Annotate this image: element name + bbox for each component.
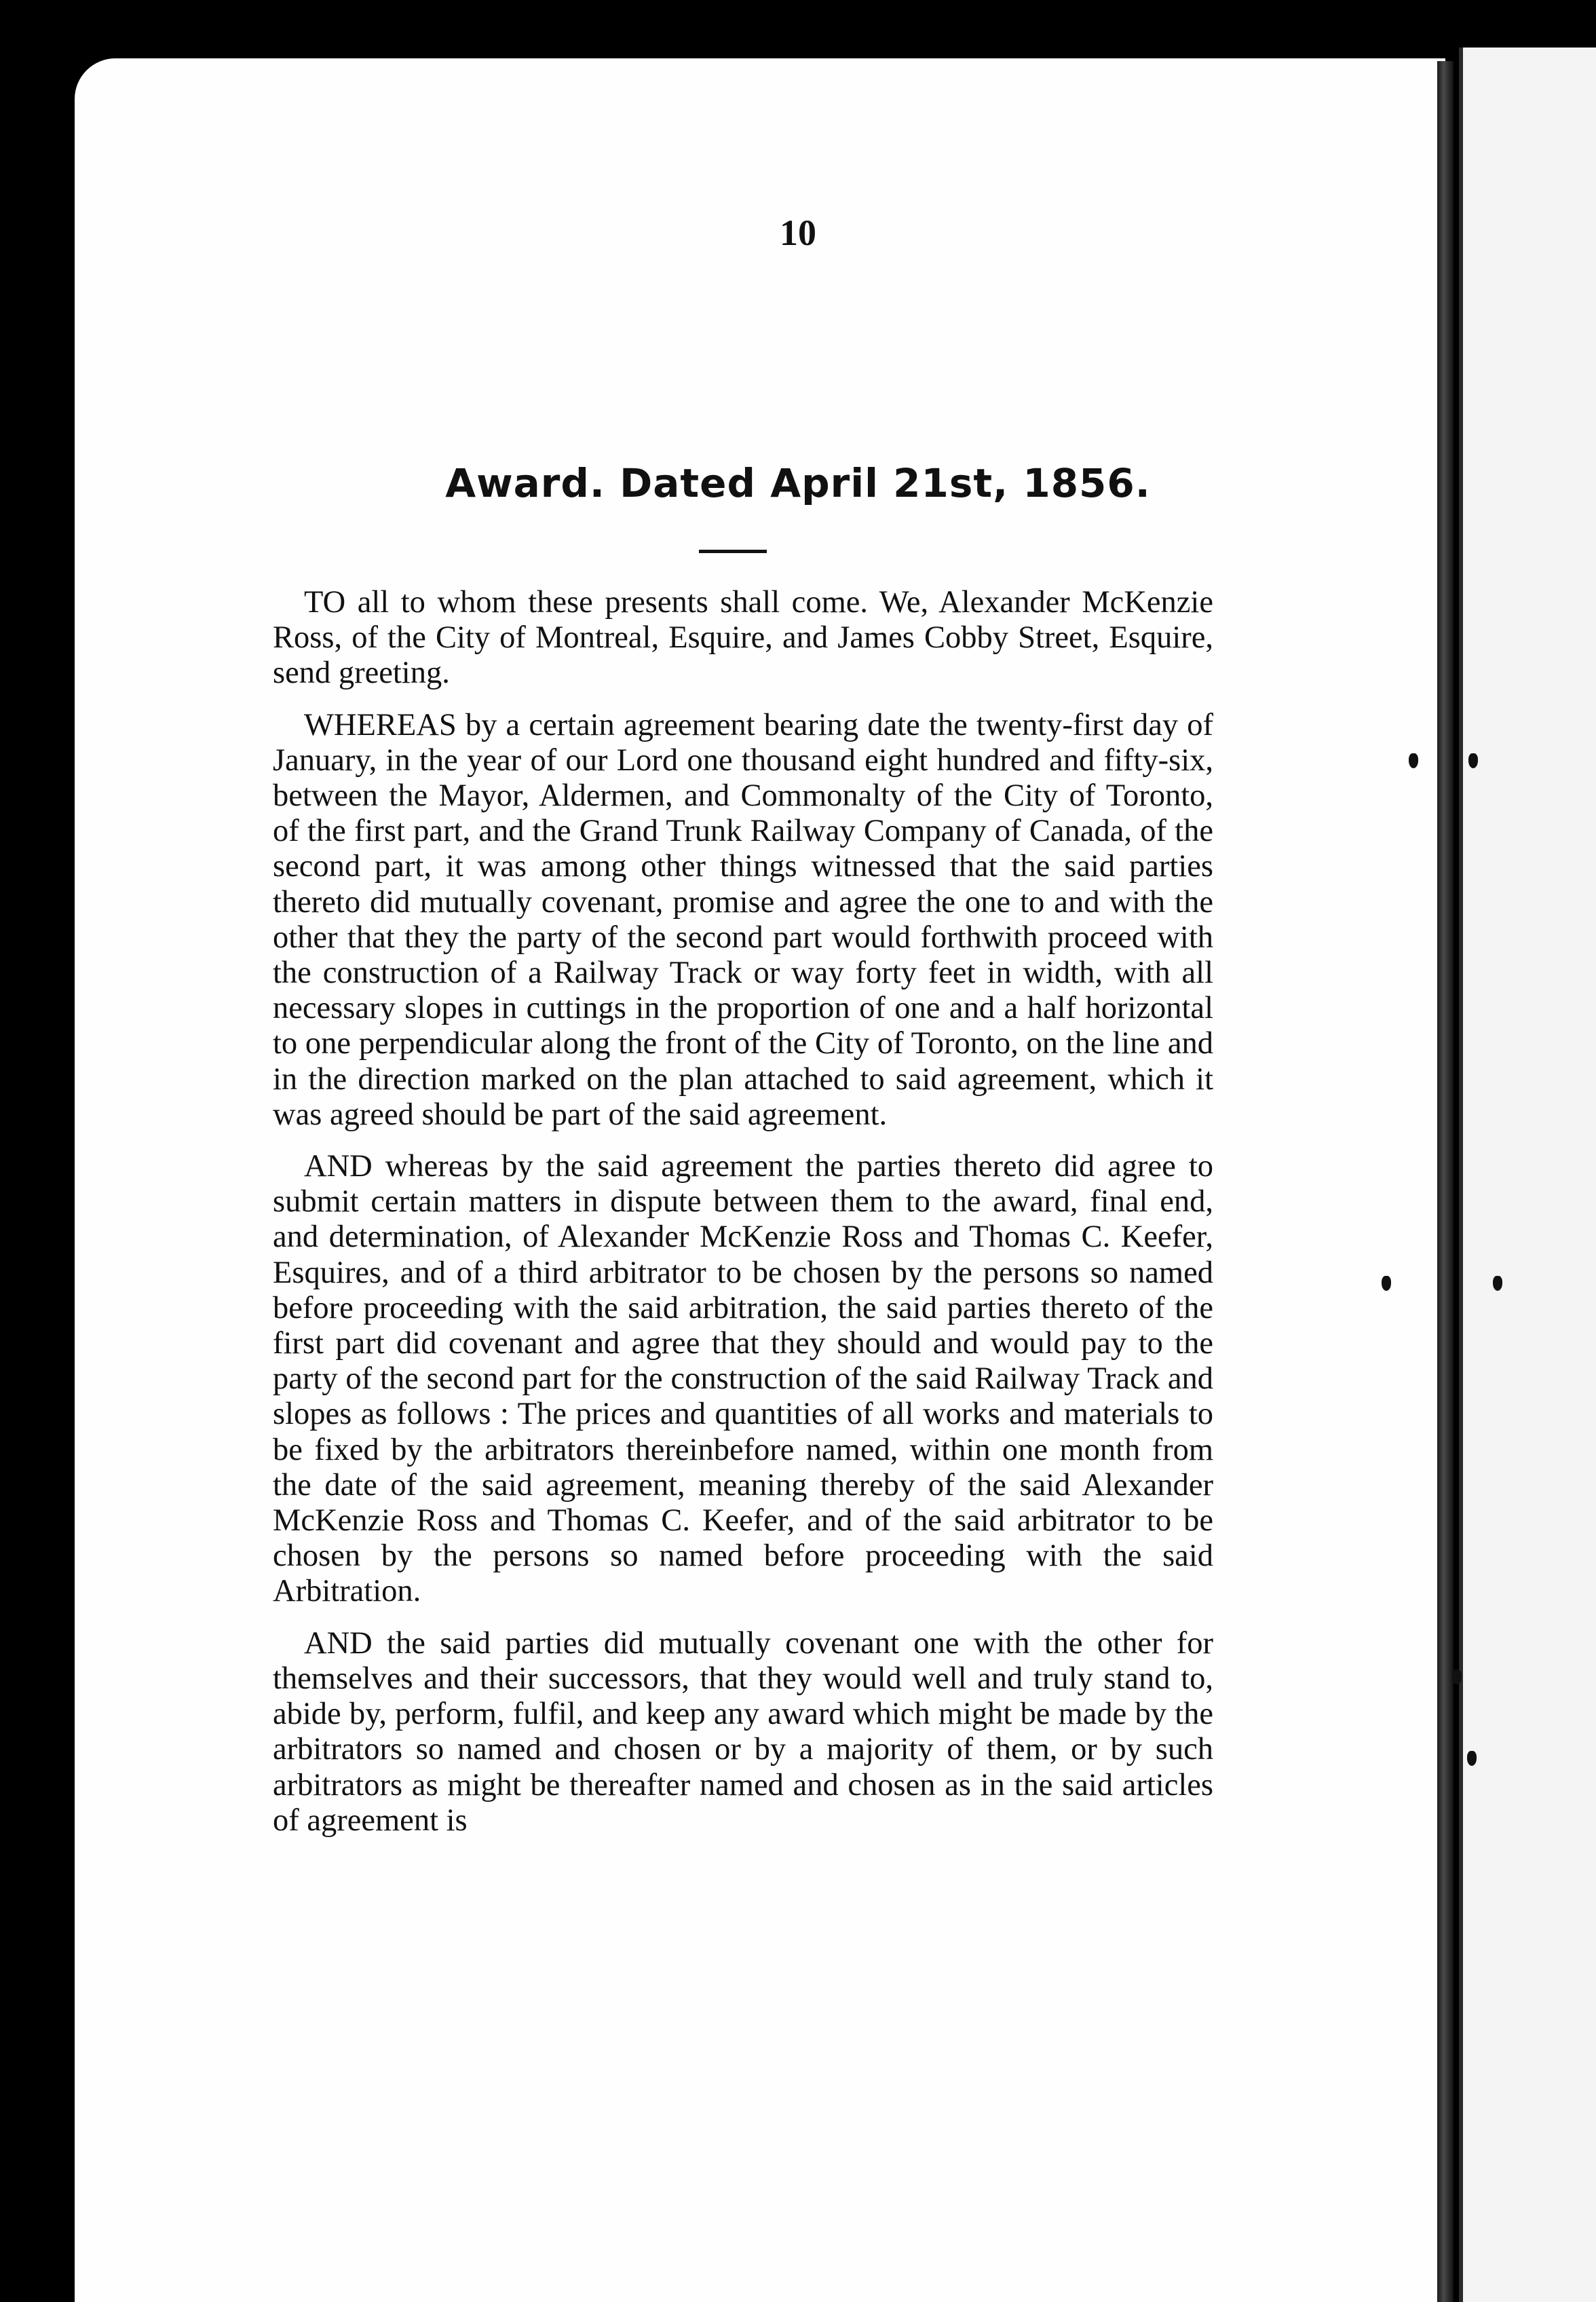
paragraph-whereas: WHEREAS by a certain agreement bearing date the twenty-first day of January, in the year of our Lord one thousand eight hundred and fifty-six, between the Mayor, Aldermen, and Commonalty of the City of Toronto, of the first part, and the Grand Trunk Railway Company of Canada, of the second part, it was among other things witnessed that the said parties thereto did mutually covenant, promise and agree the one to and with the other that they the party of the second part would forthwith proceed with the construction of a Railway Track or way forty feet in width, with all necessary slopes in cuttings in the proportion of one and a half horizontal to one perpendicular along the front of the City of Toronto, on the line and in the direction marked on the plan attached to said agreement, which it was agreed should be part of the said agreement. <box>273 707 1213 1132</box>
margin-speck <box>1467 1751 1477 1766</box>
margin-speck <box>1468 753 1478 768</box>
paragraph-and-whereas: AND whereas by the said agreement the parties thereto did agree to submit certain matters in dispute between them to the award, final end, and determination, of Alexander McKenzie Ross and Thomas C. Keefer, Esquires, and of a third arbitrator to be chosen by the persons so named before proceeding with the said arbitration, the said parties thereto of the first part did covenant and agree that they should and would pay to the party of the second part for the construction of the said Railway Track and slopes as follows : The prices and quantities of all works and materials to be fixed by the arbitrators thereinbefore named, within one month from the date of the said agreement, meaning thereby of the said Alexander McKenzie Ross and Thomas C. Keefer, and of the said arbitrator to be chosen by the persons so named before proceeding with the said Arbitration. <box>273 1149 1213 1609</box>
adjacent-page-edge <box>1459 48 1596 2302</box>
margin-speck <box>1382 1276 1391 1291</box>
title-divider <box>699 550 767 553</box>
margin-speck <box>1452 1669 1462 1684</box>
paragraph-and-covenant: AND the said parties did mutually covenant one with the other for themselves and their successors, that they would well and truly stand to, abide by, perform, fulfil, and keep any award which might be made by the arbitrators so named and chosen or by a majority of them, or by such arbitrators as might be thereafter named and chosen as in the said articles of agreement is <box>273 1625 1213 1838</box>
document-title: Award. Dated April 21st, 1856. <box>445 460 1151 506</box>
paragraph-salutation: TO all to whom these presents shall come. We, Alexander McKenzie Ross, of the City of Montreal, Esquire, and James Cobby Street, Esquire, send greeting. <box>273 585 1213 691</box>
book-spine <box>1437 61 1454 2302</box>
page-number: 10 <box>780 212 816 253</box>
margin-speck <box>1409 753 1418 768</box>
margin-speck <box>1493 1276 1502 1291</box>
document-body <box>273 585 1213 1855</box>
